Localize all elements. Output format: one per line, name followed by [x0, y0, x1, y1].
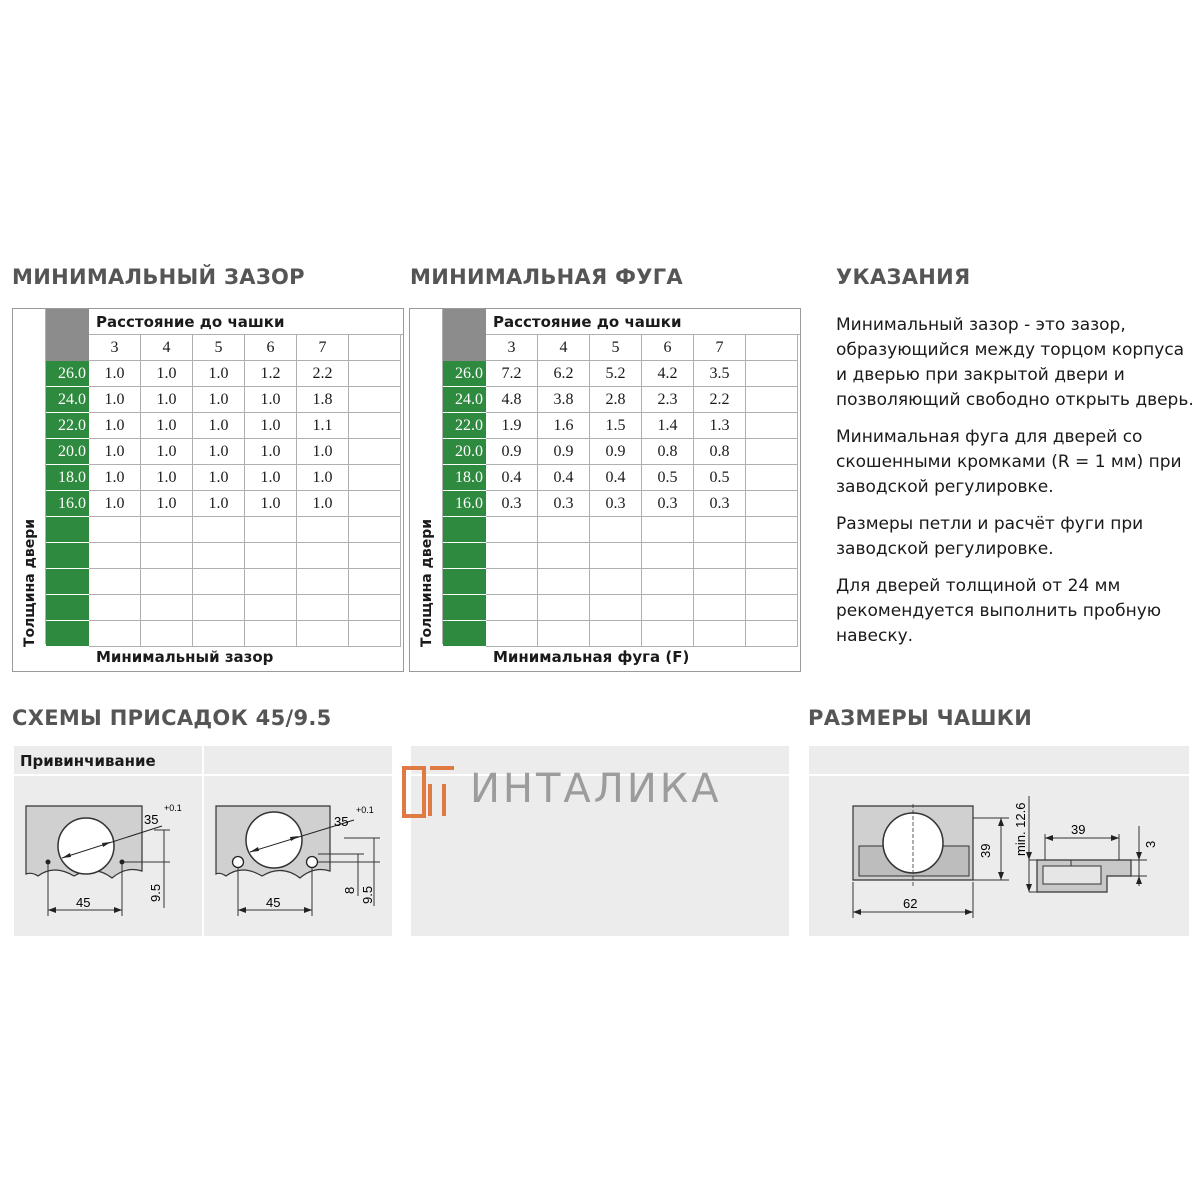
- table-cell: 0.4: [538, 465, 590, 491]
- table-cell: [538, 517, 590, 543]
- table-cell: [349, 569, 401, 595]
- table-cell: [245, 569, 297, 595]
- table-cell: 1.0: [193, 361, 245, 387]
- thickness-cell: [46, 517, 89, 543]
- cup-dims-heading: РАЗМЕРЫ ЧАШКИ: [808, 706, 1033, 730]
- table-cell: [746, 569, 798, 595]
- note-2: Минимальная фуга для дверей со скошенными кромками (R = 1 мм) при заводской регулировке.: [836, 427, 1182, 497]
- min-gap-table: [12, 308, 404, 672]
- table-cell: [746, 543, 798, 569]
- column-header: 6: [245, 335, 297, 361]
- table-cell: [141, 543, 193, 569]
- table-corner: [46, 309, 89, 361]
- row-axis-label: Толщина двери: [22, 518, 38, 648]
- table-cell: 1.3: [694, 413, 746, 439]
- table-cell: 1.9: [486, 413, 538, 439]
- column-header: 5: [590, 335, 642, 361]
- column-header: 6: [642, 335, 694, 361]
- thickness-cell: 20.0: [46, 439, 89, 465]
- table-cell: [193, 569, 245, 595]
- table-cell: [642, 595, 694, 621]
- table-cell: 0.5: [642, 465, 694, 491]
- drilling-diagram-screw: [14, 776, 202, 936]
- thickness-cell: 26.0: [443, 361, 486, 387]
- diameter-text: 35: [334, 814, 349, 829]
- thickness-cell: 16.0: [46, 491, 89, 517]
- screw-hole-left: [46, 860, 51, 865]
- table-cell: [486, 595, 538, 621]
- table-cell: 2.2: [694, 387, 746, 413]
- notes-heading: УКАЗАНИЯ: [836, 265, 971, 289]
- table-cell: [538, 569, 590, 595]
- table-cell: 1.0: [297, 491, 349, 517]
- thickness-cell: [443, 543, 486, 569]
- thickness-cell: [443, 595, 486, 621]
- screw-hole-right: [120, 860, 125, 865]
- depth-text: min. 12.6: [1013, 802, 1028, 856]
- table-cell: [590, 517, 642, 543]
- flange-height-text: 3: [1143, 840, 1158, 848]
- table-cell: [349, 387, 401, 413]
- table-footer: Минимальный зазор: [96, 648, 274, 666]
- table-cell: [590, 595, 642, 621]
- table-cell: [694, 543, 746, 569]
- table-cell: 0.4: [486, 465, 538, 491]
- offset-text: 9.5: [148, 883, 163, 902]
- table-cell: [746, 439, 798, 465]
- note-4: Для дверей толщиной от 24 мм рекомендуется выполнить пробную навеску.: [836, 576, 1162, 646]
- table-cell: 4.2: [642, 361, 694, 387]
- column-header: 7: [694, 335, 746, 361]
- thickness-cell: 26.0: [46, 361, 89, 387]
- table-cell: 6.2: [538, 361, 590, 387]
- table-cell: [89, 543, 141, 569]
- column-header: 5: [193, 335, 245, 361]
- table-cell: 1.0: [141, 387, 193, 413]
- cup-diagram: [809, 776, 1189, 936]
- cup-hole: [58, 818, 114, 874]
- table-cell: [349, 543, 401, 569]
- dowel-hole-left: [233, 857, 244, 868]
- table-cell: 1.0: [89, 361, 141, 387]
- table-cell: 1.0: [89, 413, 141, 439]
- table-cell: 1.0: [141, 361, 193, 387]
- table-cell: [746, 387, 798, 413]
- table-cell: 1.0: [89, 465, 141, 491]
- table-cell: 0.3: [538, 491, 590, 517]
- table-cell: [746, 465, 798, 491]
- column-axis-header: Расстояние до чашки: [89, 309, 403, 335]
- table-cell: 2.8: [590, 387, 642, 413]
- drilling-diagram-dowel: [204, 776, 392, 936]
- row-axis-label: Толщина двери: [419, 518, 435, 648]
- table-cell: 1.0: [89, 439, 141, 465]
- table-cell: [245, 595, 297, 621]
- table-cell: [746, 491, 798, 517]
- column-header: [746, 335, 798, 361]
- table-cell: 1.0: [141, 491, 193, 517]
- table-cell: [349, 595, 401, 621]
- table-cell: [141, 595, 193, 621]
- table-cell: 1.0: [193, 491, 245, 517]
- min-joint-heading: МИНИМАЛЬНАЯ ФУГА: [410, 265, 683, 289]
- table-cell: [193, 595, 245, 621]
- table-footer: Минимальная фуга (F): [493, 648, 690, 666]
- notes-text: [836, 313, 1196, 661]
- tolerance-text: +0.1: [164, 803, 182, 813]
- table-cell: 1.0: [193, 387, 245, 413]
- table-cell: 0.9: [590, 439, 642, 465]
- table-cell: [89, 569, 141, 595]
- column-header: 3: [486, 335, 538, 361]
- min-gap-heading: МИНИМАЛЬНЫЙ ЗАЗОР: [12, 265, 305, 289]
- table-cell: 0.8: [642, 439, 694, 465]
- min-joint-table: [409, 308, 801, 672]
- dowel-hole-right: [307, 857, 318, 868]
- table-cell: [141, 517, 193, 543]
- note-3: Размеры петли и расчёт фуги при заводской регулировке.: [836, 514, 1144, 559]
- table-cell: [486, 569, 538, 595]
- table-cell: [642, 569, 694, 595]
- thickness-cell: 22.0: [46, 413, 89, 439]
- table-cell: [694, 595, 746, 621]
- logo-icon: [400, 762, 460, 822]
- table-cell: [746, 413, 798, 439]
- drilling-label-cell-2: [204, 746, 392, 776]
- table-cell: [193, 543, 245, 569]
- table-cell: [193, 517, 245, 543]
- table-cell: [538, 543, 590, 569]
- flange-width-text: 39: [1071, 822, 1086, 837]
- table-cell: [590, 543, 642, 569]
- table-cell: 0.3: [642, 491, 694, 517]
- column-header: 7: [297, 335, 349, 361]
- table-cell: 1.0: [297, 465, 349, 491]
- thickness-cell: 18.0: [46, 465, 89, 491]
- cup-panel-head: [809, 746, 1189, 776]
- tolerance-text: +0.1: [356, 805, 374, 815]
- spacing-text: 45: [76, 895, 91, 910]
- thickness-cell: 16.0: [443, 491, 486, 517]
- thickness-cell: 24.0: [443, 387, 486, 413]
- table-cell: 1.0: [193, 465, 245, 491]
- table-cell: [590, 569, 642, 595]
- table-cell: [349, 465, 401, 491]
- table-cell: 1.0: [245, 439, 297, 465]
- thickness-cell: [443, 517, 486, 543]
- table-cell: [746, 595, 798, 621]
- column-header: 4: [538, 335, 590, 361]
- table-cell: 1.6: [538, 413, 590, 439]
- table-cell: [297, 569, 349, 595]
- table-cell: 1.0: [245, 387, 297, 413]
- width-text: 62: [903, 896, 918, 911]
- table-cell: [89, 595, 141, 621]
- table-cell: 1.0: [245, 413, 297, 439]
- table-cell: 1.1: [297, 413, 349, 439]
- column-header: [349, 335, 401, 361]
- table-cell: 1.0: [245, 465, 297, 491]
- table-cell: [297, 595, 349, 621]
- table-cell: [297, 517, 349, 543]
- table-cell: 0.4: [590, 465, 642, 491]
- thickness-cell: [46, 595, 89, 621]
- table-cell: [642, 517, 694, 543]
- table-cell: [642, 543, 694, 569]
- table-cell: 1.0: [193, 413, 245, 439]
- table-cell: [349, 517, 401, 543]
- table-cell: [538, 595, 590, 621]
- table-cell: 3.5: [694, 361, 746, 387]
- table-cell: [694, 569, 746, 595]
- table-cell: 1.8: [297, 387, 349, 413]
- table-cell: 1.0: [297, 439, 349, 465]
- table-cell: 2.3: [642, 387, 694, 413]
- table-cell: 0.5: [694, 465, 746, 491]
- height-text: 39: [978, 843, 993, 858]
- thickness-cell: 20.0: [443, 439, 486, 465]
- table-cell: [349, 439, 401, 465]
- table-cell: 1.5: [590, 413, 642, 439]
- diameter-text: 35: [144, 812, 159, 827]
- drilling-label: Привинчивание: [20, 752, 156, 770]
- table-cell: [349, 413, 401, 439]
- table-cell: [694, 517, 746, 543]
- table-cell: 1.0: [141, 439, 193, 465]
- table-cell: [349, 491, 401, 517]
- table-cell: 1.0: [141, 413, 193, 439]
- table-cell: 0.8: [694, 439, 746, 465]
- table-cell: 1.0: [141, 465, 193, 491]
- thickness-cell: [46, 543, 89, 569]
- table-cell: 4.8: [486, 387, 538, 413]
- table-corner: [443, 309, 486, 361]
- footer-spacer: [443, 644, 486, 671]
- table-cell: [349, 361, 401, 387]
- table-cell: 1.0: [89, 387, 141, 413]
- cup-hole: [246, 812, 302, 868]
- table-cell: 1.0: [245, 491, 297, 517]
- thickness-cell: 18.0: [443, 465, 486, 491]
- table-cell: 0.9: [486, 439, 538, 465]
- spacing-text: 45: [266, 895, 281, 910]
- note-1: Минимальный зазор - это зазор, образующийся между торцом корпуса и дверью при закрытой двери и позволяющий свободно открыть дверь.: [836, 315, 1194, 410]
- watermark-text: ИНТАЛИКА: [470, 766, 722, 812]
- table-cell: 0.3: [694, 491, 746, 517]
- column-axis-header: Расстояние до чашки: [486, 309, 800, 335]
- table-cell: [245, 517, 297, 543]
- table-cell: [746, 517, 798, 543]
- column-header: 3: [89, 335, 141, 361]
- table-cell: [297, 543, 349, 569]
- table-cell: [486, 517, 538, 543]
- thickness-cell: [443, 569, 486, 595]
- table-cell: 0.9: [538, 439, 590, 465]
- table-cell: 5.2: [590, 361, 642, 387]
- table-cell: [89, 517, 141, 543]
- table-cell: 1.0: [193, 439, 245, 465]
- offset-text: 9.5: [360, 885, 375, 904]
- table-cell: [746, 361, 798, 387]
- table-cell: [245, 543, 297, 569]
- hole-offset-text: 8: [342, 886, 357, 894]
- thickness-cell: [46, 569, 89, 595]
- table-cell: [141, 569, 193, 595]
- table-cell: 0.3: [590, 491, 642, 517]
- drilling-heading: СХЕМЫ ПРИСАДОК 45/9.5: [12, 706, 332, 730]
- table-cell: 2.2: [297, 361, 349, 387]
- table-cell: [486, 543, 538, 569]
- table-cell: 7.2: [486, 361, 538, 387]
- thickness-cell: 24.0: [46, 387, 89, 413]
- table-cell: 1.4: [642, 413, 694, 439]
- footer-spacer: [46, 644, 89, 671]
- table-cell: 0.3: [486, 491, 538, 517]
- table-cell: 1.2: [245, 361, 297, 387]
- thickness-cell: 22.0: [443, 413, 486, 439]
- table-cell: 1.0: [89, 491, 141, 517]
- column-header: 4: [141, 335, 193, 361]
- table-cell: 3.8: [538, 387, 590, 413]
